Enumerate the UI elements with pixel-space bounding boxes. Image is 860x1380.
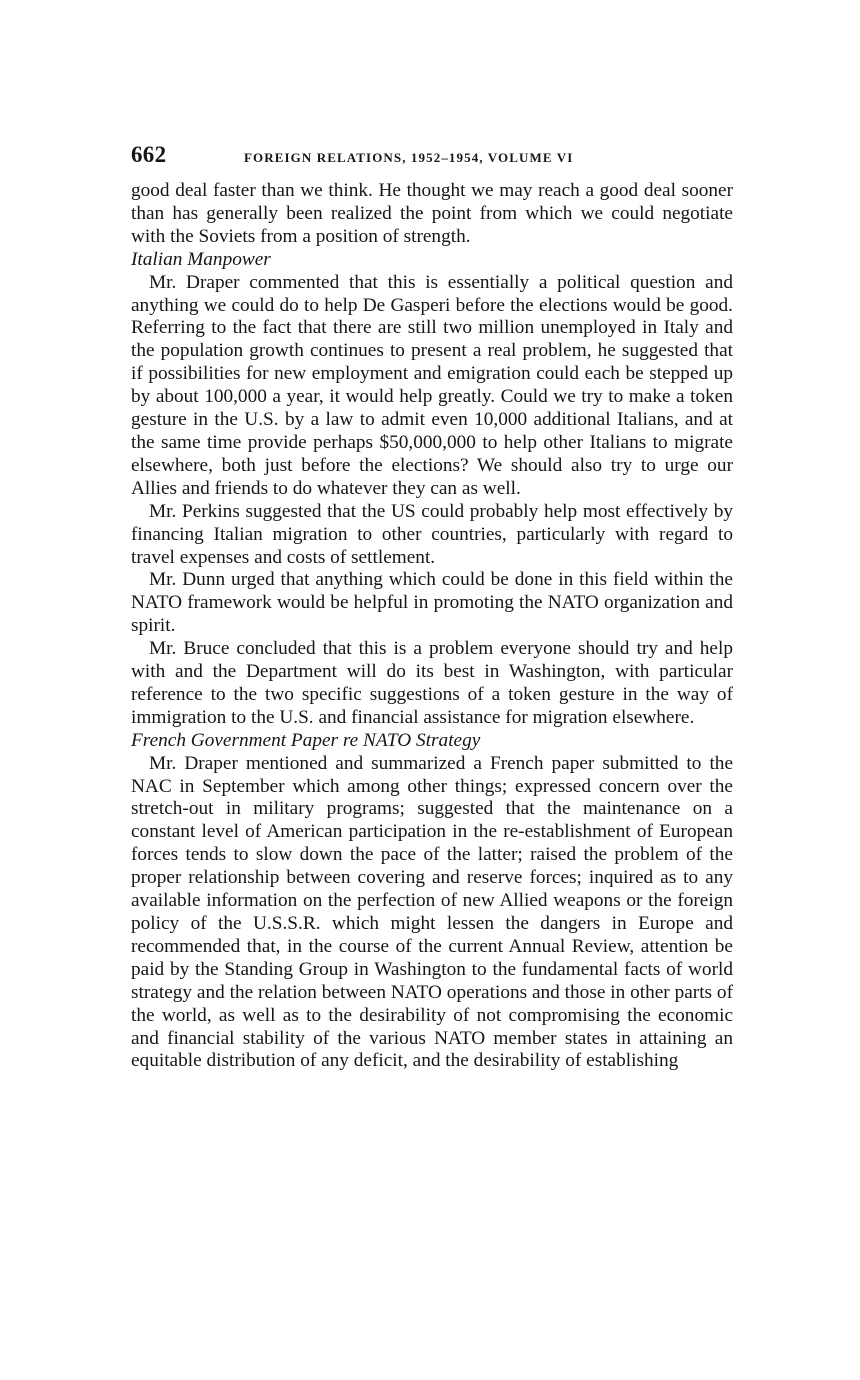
running-head: FOREIGN RELATIONS, 1952–1954, VOLUME VI	[244, 150, 574, 165]
paragraph: Mr. Perkins suggested that the US could probably help most effectively by financing Italian migration to other countries, particularly with regard to travel expenses and costs of settlement.	[131, 500, 733, 568]
continued-paragraph: good deal faster than we think. He thought we may reach a good deal sooner than has generally been realized the point from which we could negotiate with the Soviets from a position of strength.	[131, 180, 733, 247]
paragraph: Mr. Draper commented that this is essentially a political question and anything we could do to help De Gasperi before the elections would be good. Referring to the fact that there are still two million unemployed in Italy and the population growth continues to present a real problem, he suggested that if possibilities for new employment and emigration could each be stepped up by about 100,000 a year, it would help greatly. Could we try to make a token gesture in the U.S. by a law to admit even 10,000 additional Italians, and at the same time provide perhaps $50,000,000 to help other Italians to migrate elsewhere, both just before the elections? We should also try to urge our Allies and friends to do whatever they can as well.	[131, 271, 733, 499]
paragraph: Mr. Bruce concluded that this is a problem everyone should try and help with and the Department will do its best in Washington, with particular reference to the two specific suggestions of a token gesture in the way of immigration to the U.S. and financial assistance for migration elsewhere.	[131, 638, 733, 728]
section-heading-italian-manpower: Italian Manpower	[131, 248, 271, 270]
document-page	[131, 140, 733, 1073]
section-heading-french-paper: French Government Paper re NATO Strategy	[131, 729, 481, 751]
page-number: 662	[131, 142, 167, 167]
page-header	[131, 140, 733, 180]
paragraph: Mr. Draper mentioned and summarized a French paper submitted to the NAC in September which among other things; expressed concern over the stretch-out in military programs; suggested that the maintenance on a constant level of American participation in the re-establishment of European forces tends to slow down the pace of the latter; raised the problem of the proper relationship between covering and reserve forces; inquired as to any available information on the perfection of new Allied weapons or the foreign policy of the U.S.S.R. which might lessen the dangers in Europe and recommended that, in the course of the current Annual Review, attention be paid by the Standing Group in Washington to the fundamental facts of world strategy and the relation between NATO operations and those in other parts of the world, as well as to the desirability of not compromising the economic and financial stability of the various NATO member states in attaining an equitable distribution of any deficit, and the desirability of establishing	[131, 752, 733, 1072]
paragraph: Mr. Dunn urged that anything which could be done in this field within the NATO framework would be helpful in promoting the NATO organization and spirit.	[131, 569, 733, 637]
body-text	[131, 180, 733, 1073]
